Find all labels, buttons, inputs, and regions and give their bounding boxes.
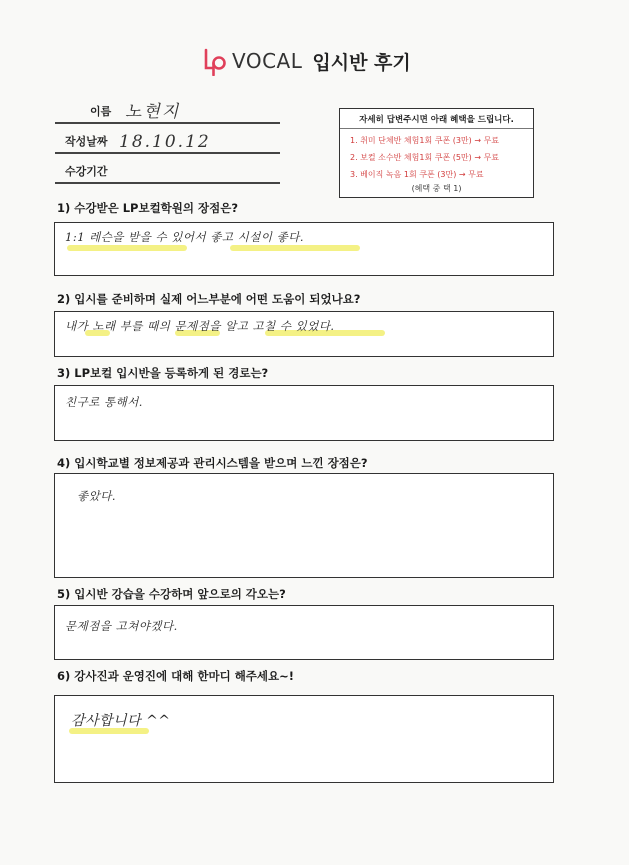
question-3: 3) LP보컬 입시반을 등록하게 된 경로는? bbox=[57, 366, 269, 380]
answer-box-3[interactable] bbox=[54, 385, 554, 441]
period-label: 수강기간 bbox=[65, 165, 108, 178]
logo-word: VOCAL bbox=[232, 49, 303, 73]
benefit-box bbox=[339, 108, 534, 198]
answer-text-4: 좋았다. bbox=[77, 489, 116, 503]
answer-text-1: 1:1 레슨을 받을 수 있어서 좋고 시설이 좋다. bbox=[65, 230, 304, 244]
question-4: 4) 입시학교별 정보제공과 관리시스템을 받으며 느낀 장점은? bbox=[57, 456, 368, 470]
header-logo bbox=[200, 46, 411, 76]
name-row bbox=[55, 100, 280, 124]
name-value[interactable]: 노현지 bbox=[125, 102, 181, 122]
answer-text-5: 문제점을 고쳐야겠다. bbox=[65, 619, 178, 633]
benefit-heading: 자세히 답변주시면 아래 혜택을 드립니다. bbox=[340, 109, 533, 129]
date-value[interactable]: 18.10.12 bbox=[119, 132, 211, 152]
answer-text-6: 감사합니다 ^^ bbox=[71, 713, 171, 729]
name-label: 이름 bbox=[90, 105, 112, 118]
answer-box-2[interactable] bbox=[54, 311, 554, 357]
highlight-mark bbox=[67, 245, 187, 251]
answer-text-2: 내가 노래 부를 때의 문제점을 알고 고칠 수 있었다. bbox=[65, 319, 335, 333]
page-title: 입시반 후기 bbox=[312, 51, 411, 74]
answer-box-5[interactable] bbox=[54, 605, 554, 660]
question-6: 6) 강사진과 운영진에 대해 한마디 해주세요~! bbox=[57, 669, 295, 683]
highlight-mark bbox=[230, 245, 360, 251]
lp-logo-icon bbox=[200, 46, 230, 76]
benefit-item: 3. 베이직 녹음 1회 쿠폰 (3만) → 무료 bbox=[350, 170, 484, 179]
date-row bbox=[55, 130, 280, 154]
answer-box-1[interactable] bbox=[54, 222, 554, 276]
benefit-footer: (혜택 중 택 1) bbox=[411, 184, 462, 193]
period-row bbox=[55, 160, 280, 184]
benefit-item: 1. 취미 단체반 체험1회 쿠폰 (3만) → 무료 bbox=[350, 136, 500, 145]
question-1: 1) 수강받은 LP보컬학원의 장점은? bbox=[57, 201, 239, 215]
answer-box-4[interactable] bbox=[54, 473, 554, 578]
question-2: 2) 입시를 준비하며 실제 어느부분에 어떤 도움이 되었나요? bbox=[57, 292, 361, 306]
date-label: 작성날짜 bbox=[65, 135, 108, 148]
question-5: 5) 입시반 강습을 수강하며 앞으로의 각오는? bbox=[57, 587, 286, 601]
answer-text-3: 친구로 통해서. bbox=[65, 395, 143, 409]
benefit-item: 2. 보컬 소수반 체험1회 쿠폰 (5만) → 무료 bbox=[350, 153, 500, 162]
answer-box-6[interactable] bbox=[54, 695, 554, 783]
